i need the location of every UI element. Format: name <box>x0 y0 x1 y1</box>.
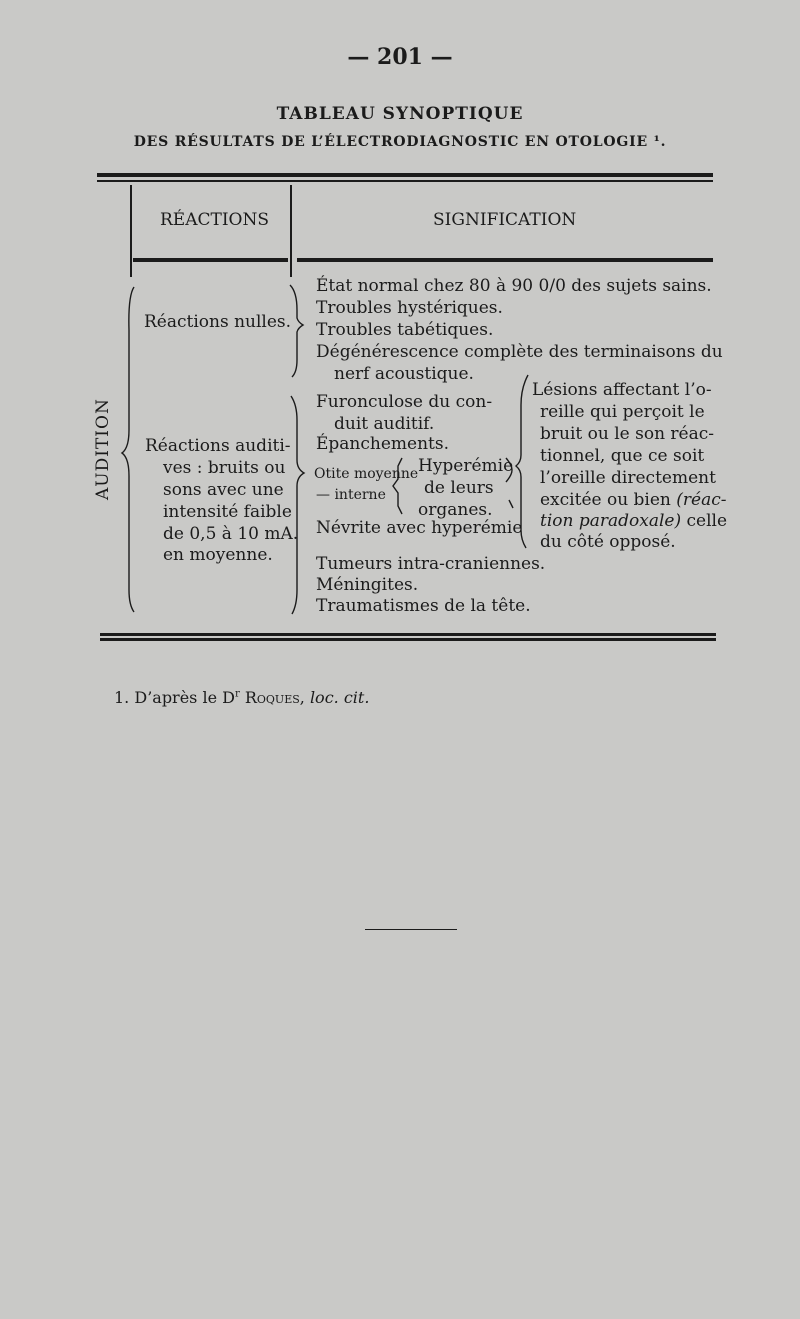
signification-nulles-5: nerf acoustique. <box>334 364 474 384</box>
lesions-line-8: du côté opposé. <box>540 532 676 552</box>
page-number: — 201 — <box>347 44 453 70</box>
row-label-audition: AUDITION <box>93 398 113 500</box>
other-cause-3: Traumatismes de la tête. <box>316 596 531 616</box>
auditives-furonculose-1: Furonculose du con- <box>316 392 493 412</box>
page-title: TABLEAU SYNOPTIQUE <box>276 104 524 124</box>
lesions-line-6-a: excitée ou bien <box>540 490 671 510</box>
auditives-furonculose-2: duit auditif. <box>334 414 435 434</box>
hyperemie-line-2: de leurs <box>424 478 494 498</box>
auditives-epanchements: Épanchements. <box>316 434 449 454</box>
footnote-separator: , <box>299 688 310 707</box>
lesions-line-2: reille qui perçoit le <box>540 402 705 422</box>
reactions-auditives-line-3: sons avec une <box>163 480 284 500</box>
footnote-text: D’après le D <box>134 688 235 707</box>
other-cause-2: Méningites. <box>316 575 419 595</box>
reactions-auditives-line-4: intensité faible <box>163 502 292 522</box>
footnote-number: 1. <box>114 688 130 707</box>
footnote <box>114 688 369 707</box>
nevrite-line: Névrite avec hyperémie <box>316 518 523 538</box>
signification-nulles-1: État normal chez 80 à 90 0/0 des sujets sains. <box>316 276 712 296</box>
otite-interne-label: — interne <box>316 487 386 503</box>
footnote-superscript: r <box>234 688 240 700</box>
column-header-reactions: RÉACTIONS <box>160 210 270 230</box>
lesions-line-6 <box>540 490 727 510</box>
footnote-loc: loc. cit. <box>309 688 370 707</box>
reactions-auditives-line-2: ves : bruits ou <box>163 458 286 478</box>
signification-nulles-3: Troubles tabétiques. <box>316 320 494 340</box>
lesions-line-3: bruit ou le son réac- <box>540 424 715 444</box>
lesions-line-4: tionnel, que ce soit <box>540 446 705 466</box>
reactions-auditives-line-6: en moyenne. <box>163 545 273 565</box>
lesions-line-5: l’oreille directement <box>540 468 716 488</box>
column-header-signification: SIGNIFICATION <box>433 210 577 230</box>
page-subtitle: DES RÉSULTATS DE L’ÉLECTRODIAGNOSTIC EN OTOLOGIE ¹. <box>133 134 667 150</box>
signification-nulles-4: Dégénérescence complète des terminaisons du <box>316 342 723 362</box>
lesions-line-7 <box>540 511 727 531</box>
otite-moyenne-label: Otite moyenne <box>314 466 419 482</box>
hyperemie-line-3: organes. <box>418 500 493 520</box>
lesions-line-7-a: tion paradoxale) <box>540 511 682 531</box>
footnote-author: Roques <box>244 688 300 707</box>
reactions-auditives-line-1: Réactions auditi- <box>145 436 291 456</box>
reactions-nulles: Réactions nulles. <box>144 312 292 332</box>
end-rule <box>365 929 457 930</box>
reactions-auditives-line-5: de 0,5 à 10 mA. <box>163 524 299 544</box>
lesions-line-6-b: (réac- <box>676 490 727 510</box>
lesions-line-1: Lésions affectant l’o- <box>532 380 712 400</box>
other-cause-1: Tumeurs intra-craniennes. <box>316 554 546 574</box>
lesions-line-7-b: celle <box>686 511 728 531</box>
signification-nulles-2: Troubles hystériques. <box>316 298 503 318</box>
hyperemie-line-1: Hyperémie <box>418 456 514 476</box>
